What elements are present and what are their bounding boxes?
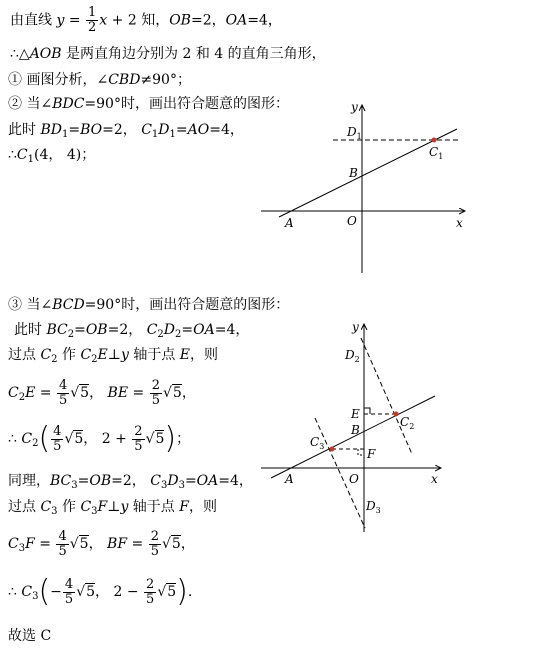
graph-1 xyxy=(255,97,475,277)
line-4: ② 当∠BDC=90°时，画出符合题意的图形： xyxy=(8,96,289,112)
label-d1: $D_1$ xyxy=(347,125,362,141)
label-x: x xyxy=(456,216,463,230)
label-b: B xyxy=(351,423,360,437)
label-c1: $C_1$ xyxy=(429,145,444,161)
line-8: 此时 $BC_2=OB=2$， $C_2D_2=OA=4$， xyxy=(14,322,250,340)
line-7: ③ 当∠BCD=90°时，画出符合题意的图形： xyxy=(8,297,290,313)
given-line xyxy=(279,129,457,217)
line-1: 由直线 y = $\frac{1}{2}$ x + 2 知，OB=2，OA=4， xyxy=(10,5,282,35)
label-y: y xyxy=(351,100,358,114)
label-y: y xyxy=(352,320,359,334)
label-a: A xyxy=(285,216,294,230)
dashed-c2d2 xyxy=(361,338,415,454)
label-c2: $C_2$ xyxy=(400,415,415,431)
label-f: F xyxy=(367,447,376,461)
line-10: $C_2E$ = $\frac{4}{5}$ √5， BE = $\frac{2}{5}$ √5， xyxy=(8,377,196,408)
line-16: 故选 C xyxy=(8,628,52,644)
line-11: ∴ $C_2$( $\frac{4}{5}$ √5， 2 + $\frac{2}{5}$ √5)； xyxy=(8,421,191,456)
label-o: O xyxy=(347,214,357,228)
label-e: E xyxy=(351,407,360,421)
line-6: $\therefore C_1(4$， 4)； xyxy=(8,147,96,165)
point-c3 xyxy=(330,447,335,452)
label-o: O xyxy=(349,472,359,486)
line-3: ① 画图分析，∠CBD≠90°； xyxy=(8,72,191,88)
point-c2 xyxy=(394,412,399,417)
label-b: B xyxy=(349,166,358,180)
label-d2: $D_2$ xyxy=(345,348,360,364)
line-14: $C_3F$ = $\frac{4}{5}$ √5， BF = $\frac{2}{5}$ √5， xyxy=(8,528,195,559)
label-d3: $D_3$ xyxy=(366,499,381,515)
label-c3: $C_3$ xyxy=(310,435,325,451)
line-15: ∴ $C_3(-$ $\frac{4}{5}$ √5， 2 − $\frac{2}{5}$ √5). xyxy=(8,574,193,609)
right-angle-e xyxy=(364,408,370,414)
line-13: 过点 $C_3$ 作 $C_3F\perp y$ 轴于点 F，则 xyxy=(8,499,217,517)
line-9: 过点 $C_2$ 作 $C_2E\perp y$ 轴于点 E，则 xyxy=(8,347,219,365)
label-x: x xyxy=(431,472,438,486)
label-a: A xyxy=(285,472,294,486)
fraction: $\frac{1}{2}$ xyxy=(88,5,97,35)
point-c1 xyxy=(432,138,437,143)
line-2: ∴△AOB 是两直角边分别为 2 和 4 的直角三角形， xyxy=(10,46,326,62)
right-angle-f xyxy=(358,449,364,455)
line-5: 此时 $BD_1=BO=2$， $C_1D_1=AO=4$， xyxy=(8,122,244,140)
graph-2 xyxy=(255,318,475,540)
line-12: 同理，$BC_3=OB=2$， $C_3D_3=OA=4$， xyxy=(8,473,253,491)
